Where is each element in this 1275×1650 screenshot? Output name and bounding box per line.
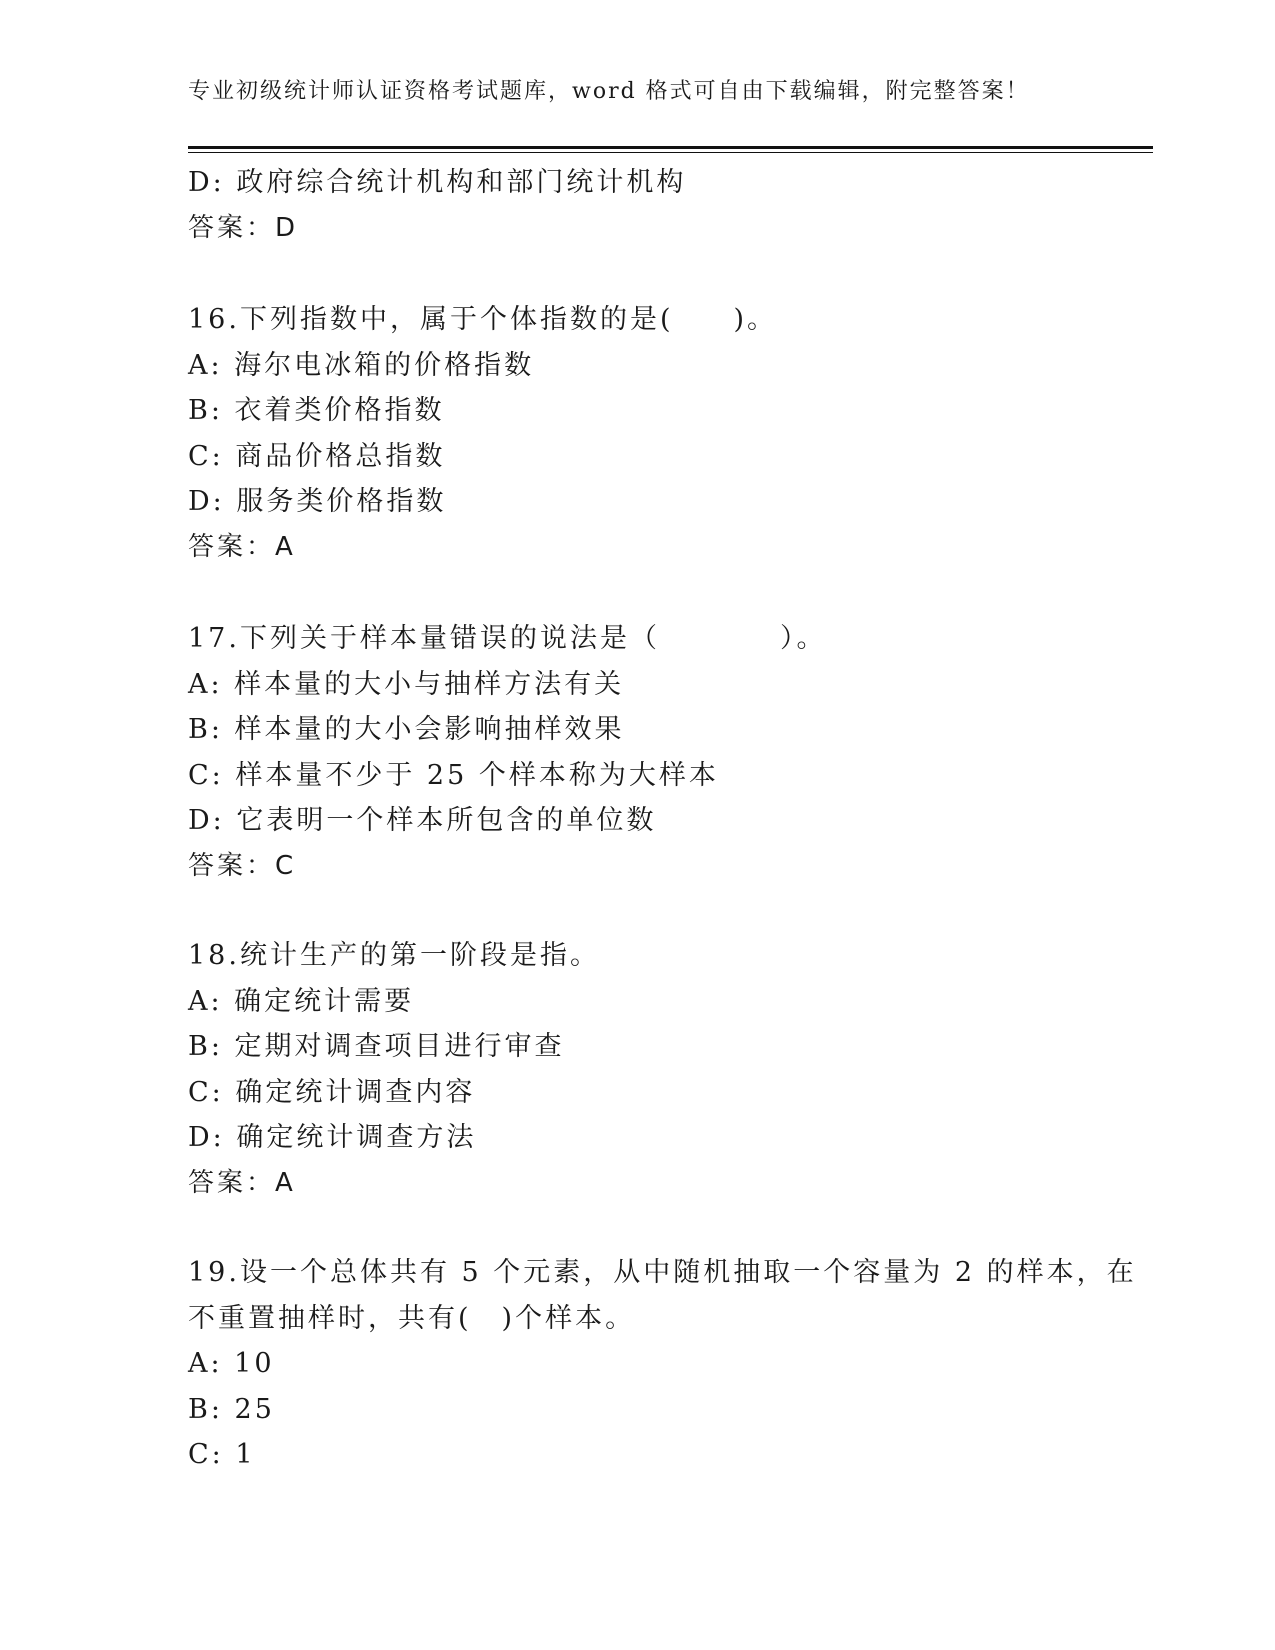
q17-option-c: C: 样本量不少于 25 个样本称为大样本 <box>188 759 719 791</box>
q16-question: 16.下列指数中，属于个体指数的是( )。 <box>188 304 778 335</box>
q15-option-d: D: 政府综合统计机构和部门统计机构 <box>188 167 687 198</box>
q18-option-b: B: 定期对调查项目进行审查 <box>188 1031 565 1062</box>
q18-answer: 答案：A <box>188 1167 296 1198</box>
q19-option-c: C: 1 <box>188 1439 256 1470</box>
header-rule-thick <box>188 146 1153 149</box>
q18-question: 18.统计生产的第一阶段是指。 <box>188 940 600 971</box>
q17-option-d: D: 它表明一个样本所包含的单位数 <box>188 805 657 836</box>
q18-option-d: D: 确定统计调查方法 <box>188 1122 477 1153</box>
q17-answer: 答案：C <box>188 850 297 881</box>
q17-option-b: B: 样本量的大小会影响抽样效果 <box>188 714 625 745</box>
q16-answer: 答案：A <box>188 531 296 562</box>
q17-question: 17.下列关于样本量错误的说法是（ ）。 <box>188 623 827 654</box>
q19-question-line2: 不重置抽样时，共有( )个样本。 <box>188 1302 636 1334</box>
q16-option-b: B: 衣着类价格指数 <box>188 395 445 426</box>
page-header: 专业初级统计师认证资格考试题库，word 格式可自由下载编辑，附完整答案！ <box>188 79 1030 104</box>
q16-option-a: A: 海尔电冰箱的价格指数 <box>188 349 535 381</box>
q19-option-b: B: 25 <box>188 1393 275 1425</box>
q15-answer: 答案：D <box>188 212 299 243</box>
q16-option-d: D: 服务类价格指数 <box>188 486 447 517</box>
header-rule-thin <box>188 152 1153 153</box>
q19-option-a: A: 10 <box>188 1348 275 1379</box>
question-content <box>188 160 1137 1478</box>
q18-option-c: C: 确定统计调查内容 <box>188 1076 476 1108</box>
q18-option-a: A: 确定统计需要 <box>188 985 415 1017</box>
q16-option-c: C: 商品价格总指数 <box>188 440 446 472</box>
q17-option-a: A: 样本量的大小与抽样方法有关 <box>188 668 625 700</box>
q19-question-line1: 19.设一个总体共有 5 个元素，从中随机抽取一个容量为 2 的样本，在 <box>188 1257 1137 1288</box>
